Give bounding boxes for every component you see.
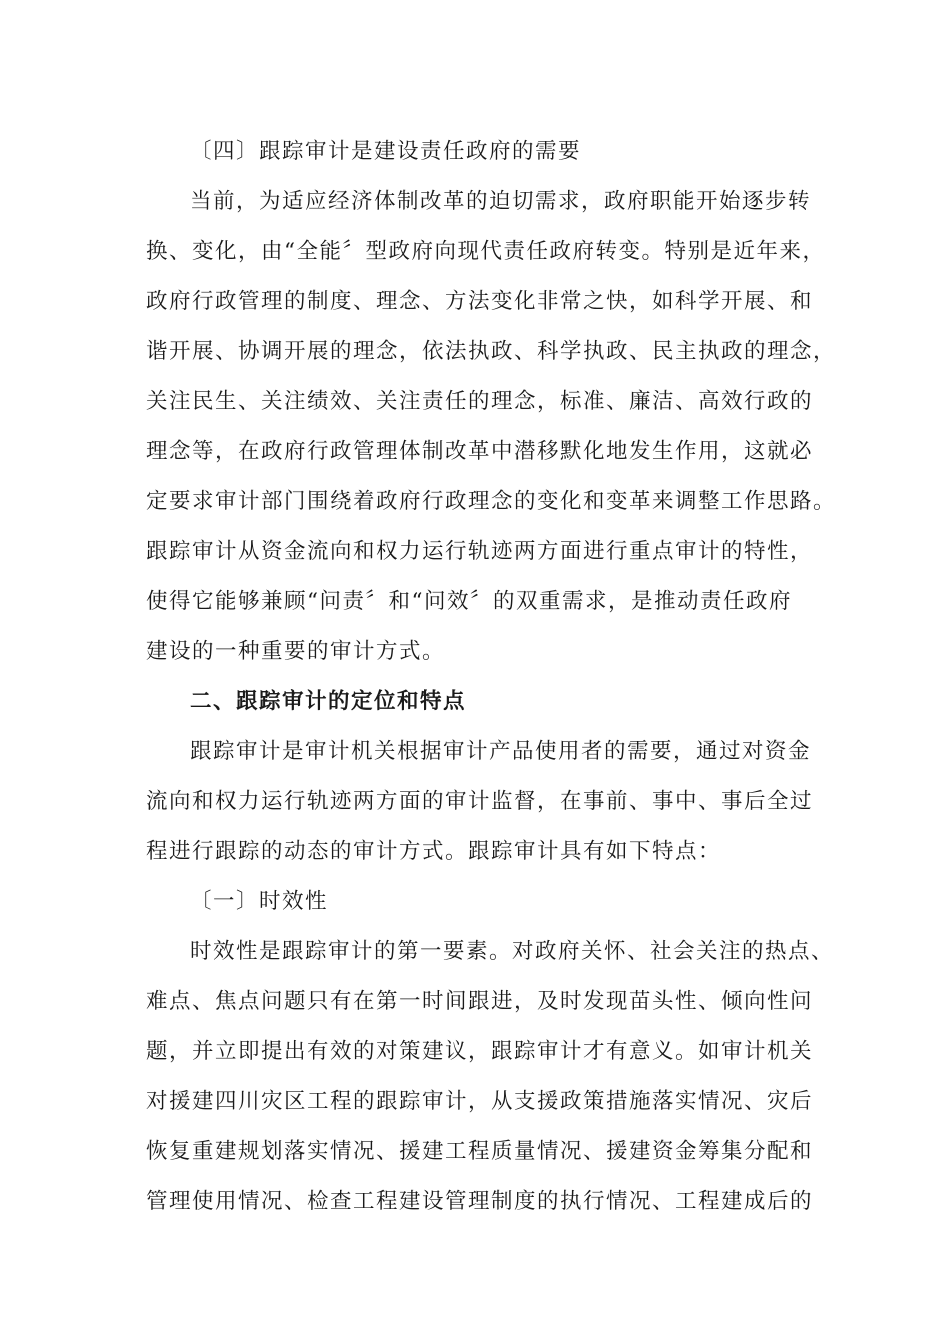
paragraph-line: 谐开展、协调开展的理念，依法执政、科学执政、民主执政的理念， xyxy=(146,339,837,364)
paragraph-line: 定要求审计部门围绕着政府行政理念的变化和变革来调整工作思路。 xyxy=(146,489,837,514)
section-heading: 〔四〕跟踪审计是建设责任政府的需要 xyxy=(190,139,582,164)
paragraph-line: 程进行跟踪的动态的审计方式。跟踪审计具有如下特点： xyxy=(146,839,722,864)
paragraph-line: 难点、焦点问题只有在第一时间跟进，及时发现苗头性、倾向性问 xyxy=(146,989,814,1014)
paragraph-line: 换、变化，由“全能〞型政府向现代责任政府转变。特别是近年来， xyxy=(146,239,826,264)
paragraph-line: 恢复重建规划落实情况、援建工程质量情况、援建资金筹集分配和 xyxy=(146,1139,814,1164)
paragraph-line: 流向和权力运行轨迹两方面的审计监督，在事前、事中、事后全过 xyxy=(146,789,814,814)
paragraph-line: 建设的一种重要的审计方式。 xyxy=(146,639,446,664)
paragraph-line: 理念等，在政府行政管理体制改革中潜移默化地发生作用，这就必 xyxy=(146,439,814,464)
paragraph-line: 政府行政管理的制度、理念、方法变化非常之快，如科学开展、和 xyxy=(146,289,814,314)
paragraph-line: 当前，为适应经济体制改革的迫切需求，政府职能开始逐步转 xyxy=(190,189,812,214)
paragraph-line: 对援建四川灾区工程的跟踪审计，从支援政策措施落实情况、灾后 xyxy=(146,1089,814,1114)
paragraph-line: 时效性是跟踪审计的第一要素。对政府关怀、社会关注的热点、 xyxy=(190,939,835,964)
paragraph-line: 管理使用情况、检查工程建设管理制度的执行情况、工程建成后的 xyxy=(146,1189,814,1214)
paragraph-line: 跟踪审计是审计机关根据审计产品使用者的需要，通过对资金 xyxy=(190,739,812,764)
paragraph-line: 使得它能够兼顾“问责〞和“问效〞的双重需求，是推动责任政府 xyxy=(146,589,792,614)
paragraph-line: 跟踪审计从资金流向和权力运行轨迹两方面进行重点审计的特性， xyxy=(146,539,814,564)
subsection-heading: 〔一〕时效性 xyxy=(190,889,329,914)
section-heading-bold: 二、跟踪审计的定位和特点 xyxy=(190,689,467,714)
paragraph-line: 题，并立即提出有效的对策建议，跟踪审计才有意义。如审计机关 xyxy=(146,1039,814,1064)
paragraph-line: 关注民生、关注绩效、关注责任的理念，标准、廉洁、高效行政的 xyxy=(146,389,814,414)
